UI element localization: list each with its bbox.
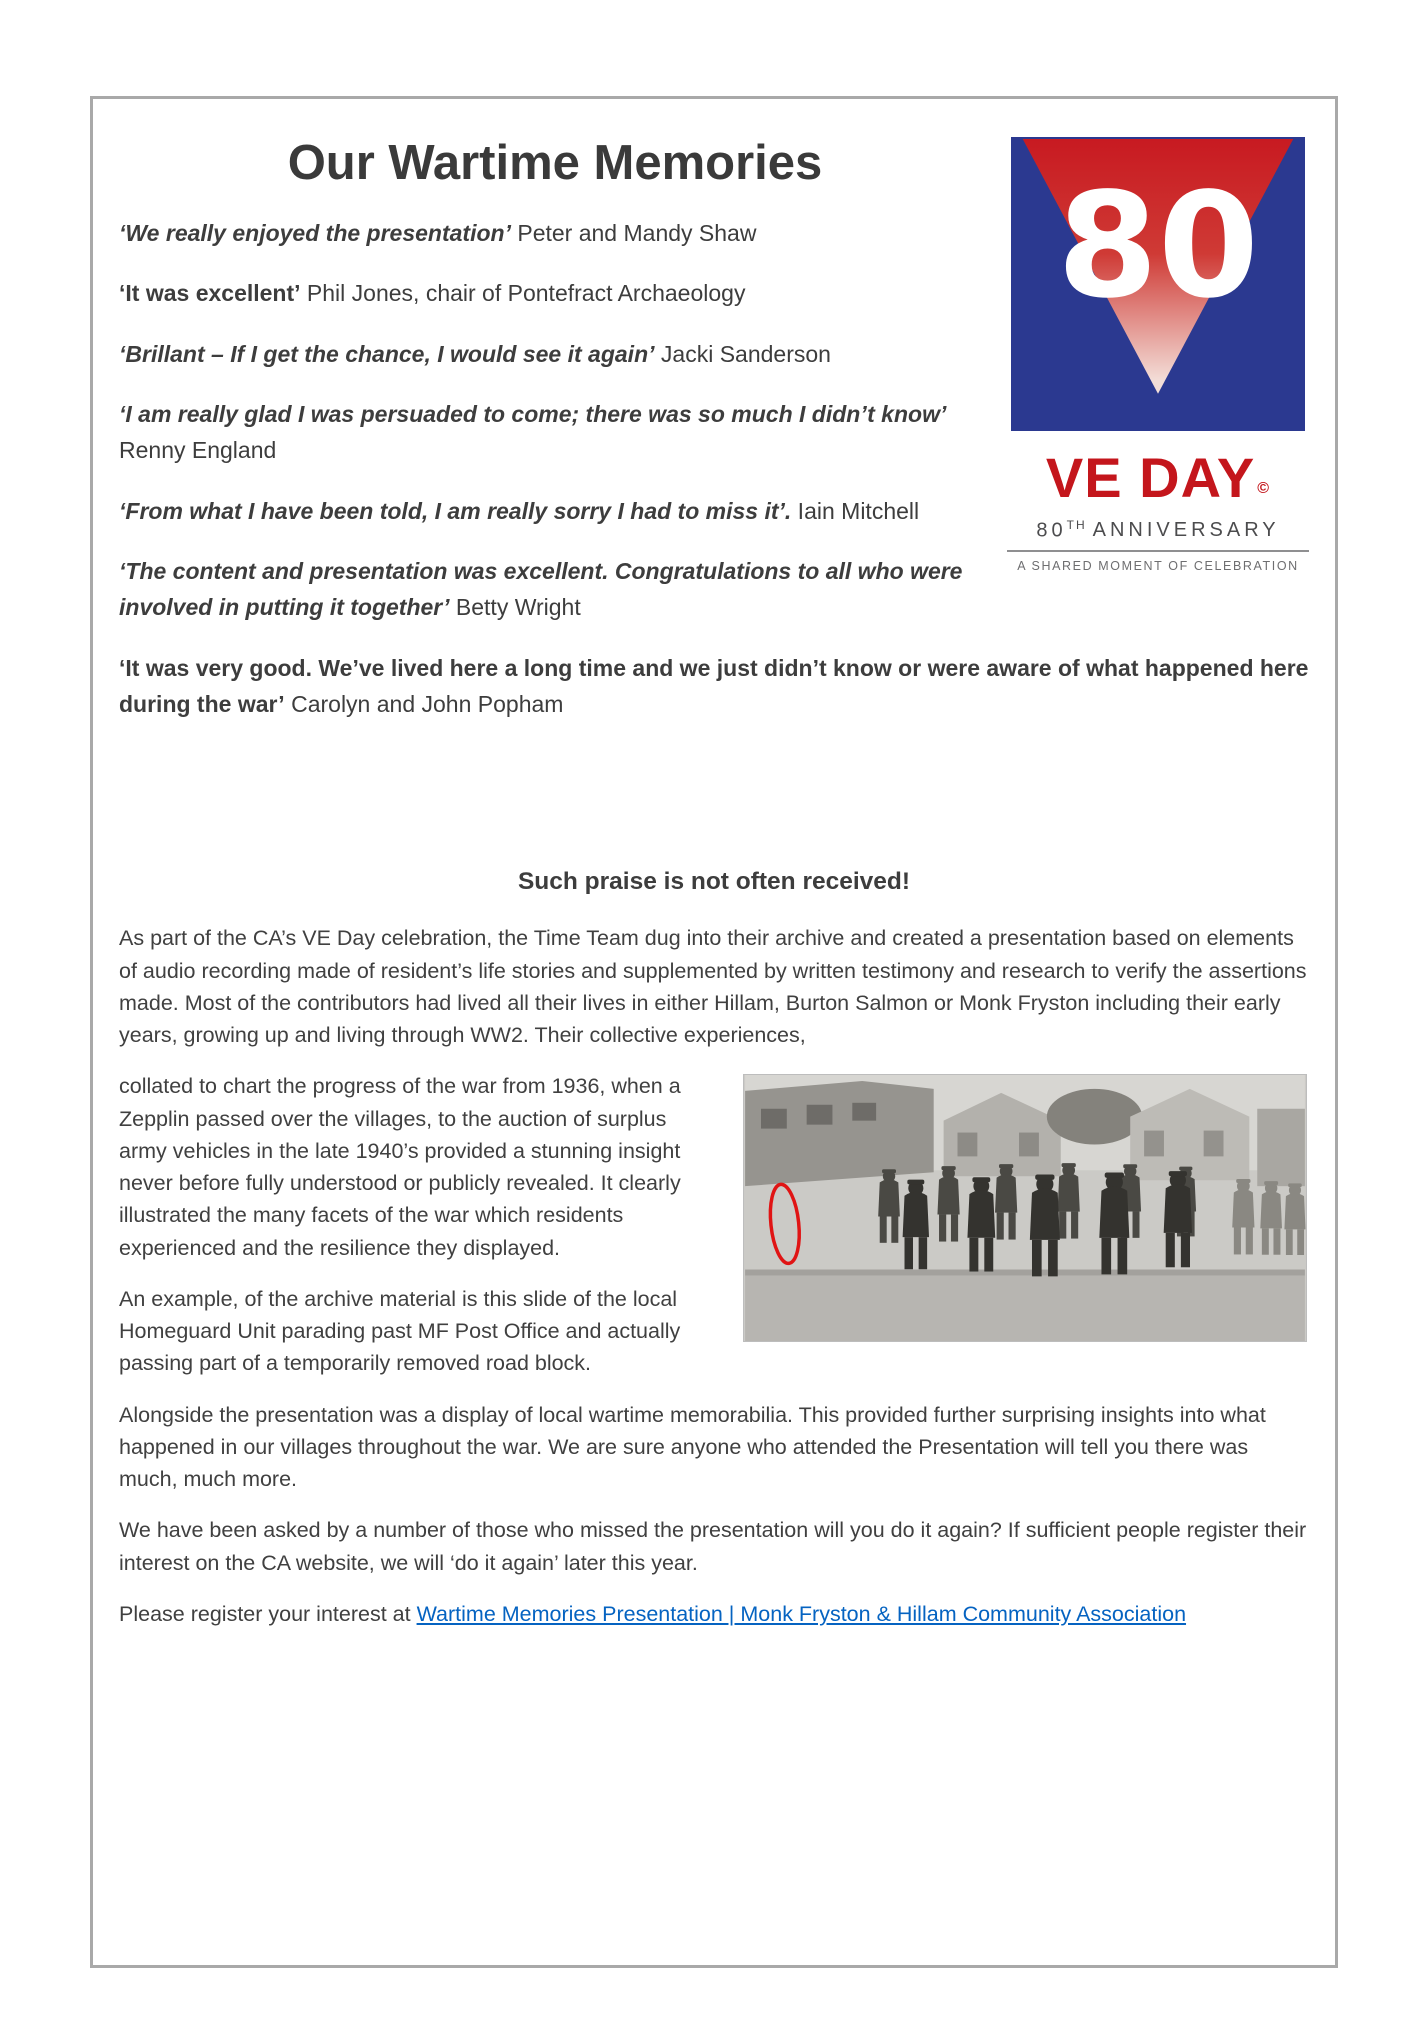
anniversary-word: ANNIVERSARY	[1092, 519, 1280, 542]
page-border	[90, 96, 1338, 1968]
quote-attribution: Renny England	[119, 437, 277, 464]
anniversary-ordinal: TH	[1066, 517, 1087, 532]
copyright-mark: ©	[1257, 480, 1271, 497]
logo-80-number: 80	[1057, 161, 1259, 331]
quote-text: ‘Brillant – If I get the chance, I would see it again’	[119, 340, 655, 367]
anniversary-number: 80	[1036, 519, 1067, 542]
body-paragraph: An example, of the archive material is this slide of the local Homeguard Unit parading past MF Post Office and actually passing part of a temporarily removed road block.	[119, 1286, 681, 1376]
body-paragraph: We have been asked by a number of those who missed the presentation will you do it again? If sufficient people register their interest on the CA website, we will ‘do it again’ later this year.	[119, 1518, 1307, 1575]
photo-wrap-section	[119, 1070, 1309, 1398]
body-paragraph: As part of the CA’s VE Day celebration, the Time Team dug into their archive and created a presentation based on elements of audio recording made of resident’s life stories and supplemented by written testimony and research to verify the assertions made. Most of the contributors had lived all their lives in either Hillam, Burton Salmon or Monk Fryston including their early years, growing up and living through WW2. Their collective experiences,	[119, 926, 1307, 1048]
quote-attribution: Iain Mitchell	[791, 497, 920, 524]
quote-text: ‘It was very good. We’ve lived here a long time and we just didn’t know or were aware of what happened here during the war’	[119, 654, 1309, 717]
section-heading: Such praise is not often received!	[517, 868, 911, 896]
homeguard-parade-photo	[743, 1074, 1309, 1342]
ve-day-80-emblem	[1011, 137, 1305, 431]
register-interest-link[interactable]: Wartime Memories Presentation | Monk Fryston & Hillam Community Association	[416, 1601, 1187, 1626]
body-paragraph: Alongside the presentation was a display of local wartime memorabilia. This provided further surprising insights into what happened in our villages throughout the war. We are sure anyone who attended the Presentation will tell you there was much, much more.	[119, 1402, 1266, 1492]
register-prefix-text: Please register your interest at	[119, 1601, 417, 1626]
quote-attribution: Peter and Mandy Shaw	[510, 220, 757, 246]
logo-anniversary-text	[1007, 518, 1309, 543]
quote-text: ‘From what I have been told, I am really sorry I had to miss it’.	[119, 497, 792, 524]
ve-day-logo	[1007, 137, 1309, 573]
page-title: Our Wartime Memories	[287, 136, 823, 190]
quote-attribution: Carolyn and John Popham	[284, 690, 564, 717]
quote-text: ‘We really enjoyed the presentation’	[119, 220, 511, 246]
quote-attribution: Phil Jones, chair of Pontefract Archaeology	[300, 280, 746, 307]
homeguard-parade-photo-image	[743, 1074, 1307, 1342]
quote-text: ‘I am really glad I was persuaded to come; there was so much I didn’t know’	[119, 400, 947, 427]
quote-text: ‘It was excellent’	[119, 280, 301, 307]
testimonial-quote	[119, 650, 1309, 723]
logo-tagline-text: A SHARED MOMENT OF CELEBRATION	[1017, 559, 1299, 574]
quote-attribution: Betty Wright	[449, 594, 581, 621]
register-paragraph	[119, 1598, 1309, 1630]
quote-text: ‘The content and presentation was excellent. Congratulations to all who were involved in putting it together’	[119, 557, 963, 621]
body-paragraph: collated to chart the progress of the war from 1936, when a Zepplin passed over the villages, to the auction of surplus army vehicles in the late 1940’s provided a stunning insight never before fully understood or publicly revealed. It clearly illustrated the many facets of the war which residents experienced and the resilience they displayed.	[119, 1074, 681, 1260]
logo-ve-day-label: VE DAY	[1045, 446, 1256, 509]
logo-ve-day-text	[1007, 446, 1309, 509]
logo-divider-line	[1007, 550, 1309, 552]
quote-attribution: Jacki Sanderson	[654, 340, 831, 367]
